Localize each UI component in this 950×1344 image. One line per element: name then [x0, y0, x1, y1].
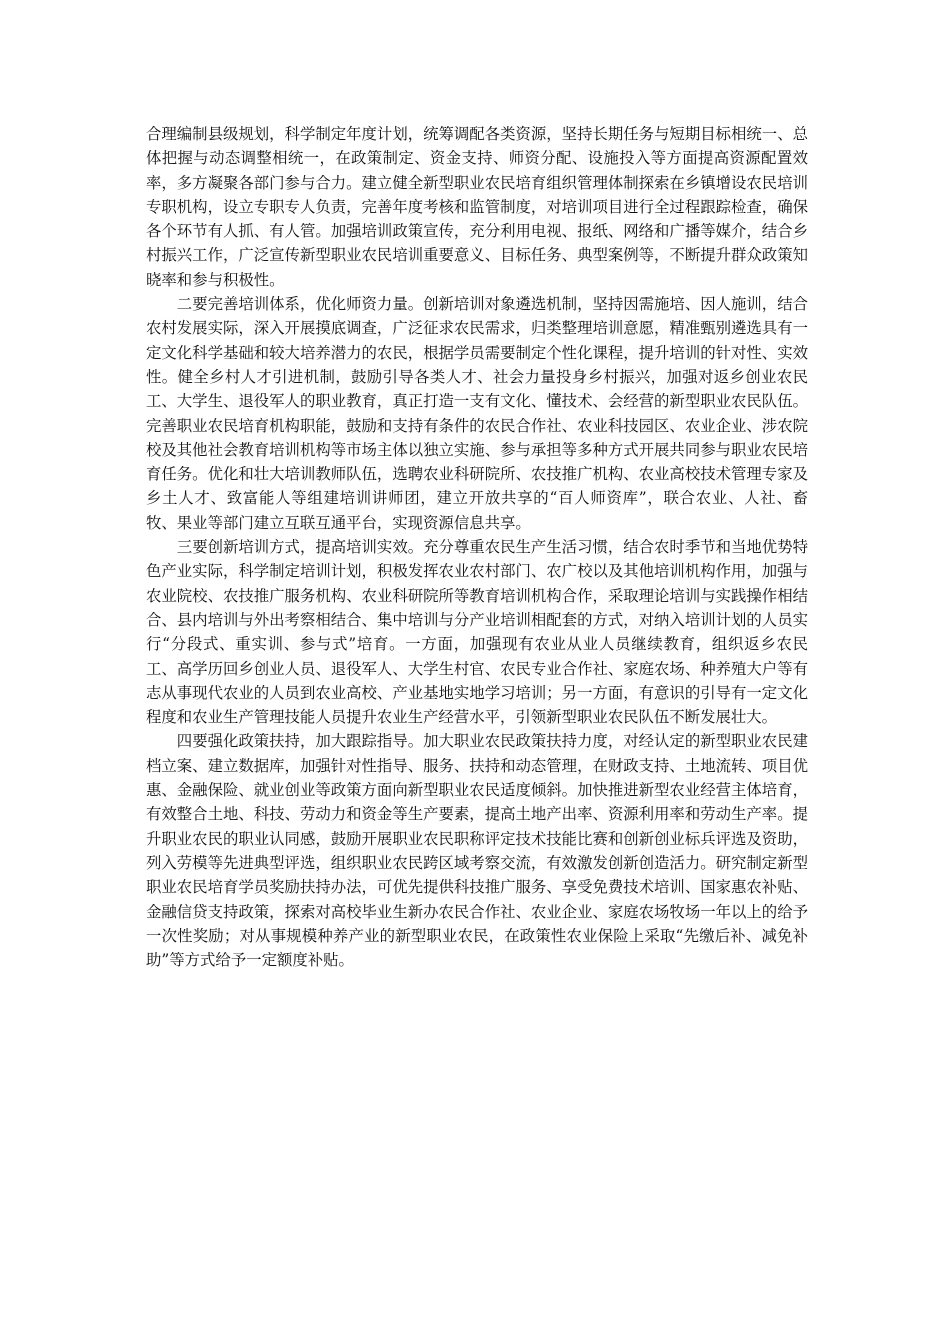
paragraph-planning: 合理编制县级规划，科学制定年度计划，统筹调配各类资源，坚持长期任务与短期目标相统一、总体把握与动态调整相统一，在政策制定、资金支持、师资分配、设施投入等方面提高资源配置效率，多方凝聚各部门参与合力。建立健全新型职业农民培育组织管理体制探索在乡镇增设农民培训专职机构，设立专职专人负责，完善年度考核和监管制度，对培训项目进行全过程跟踪检查，确保各个环节有人抓、有人管。加强培训政策宣传，充分利用电视、报纸、网络和广播等媒介，结合乡村振兴工作，广泛宣传新型职业农民培训重要意义、目标任务、典型案例等，不断提升群众政策知晓率和参与积极性。: [146, 125, 808, 289]
paragraph-policy-support: 四要强化政策扶持，加大跟踪指导。加大职业农民政策扶持力度，对经认定的新型职业农民建档立案、建立数据库，加强针对性指导、服务、扶持和动态管理，在财政支持、土地流转、项目优惠、金融保险、就业创业等政策方面向新型职业农民适度倾斜。加快推进新型农业经营主体培育，有效整合土地、科技、劳动力和资金等生产要素，提高土地产出率、资源利用率和劳动生产率。提升职业农民的职业认同感，鼓励开展职业农民职称评定技术技能比赛和创新创业标兵评选及资助，列入劳模等先进典型评选，组织职业农民跨区域考察交流，有效激发创新创造活力。研究制定新型职业农民培育学员奖励扶持办法，可优先提供科技推广服务、享受免费技术培训、国家惠农补贴、金融信贷支持政策，探索对高校毕业生新办农民合作社、农业企业、家庭农场牧场一年以上的给予一次性奖励；对从事规模种养产业的新型职业农民，在政策性农业保险上采取“先缴后补、减免补助”等方式给予一定额度补贴。: [146, 732, 808, 970]
paragraph-training-system: 二要完善培训体系，优化师资力量。创新培训对象遴选机制，坚持因需施培、因人施训，结合农村发展实际，深入开展摸底调查，广泛征求农民需求，归类整理培训意愿，精准甄别遴选具有一定文化科学基础和较大培养潜力的农民，根据学员需要制定个性化课程，提升培训的针对性、实效性。健全乡村人才引进机制，鼓励引导各类人才、社会力量投身乡村振兴，加强对返乡创业农民工、大学生、退役军人的职业教育，真正打造一支有文化、懂技术、会经营的新型职业农民队伍。完善职业农民培育机构职能，鼓励和支持有条件的农民合作社、农业科技园区、农业企业、涉农院校及其他社会教育培训机构等市场主体以独立实施、参与承担等多种方式开展共同参与职业农民培育任务。优化和壮大培训教师队伍，选聘农业科研院所、农技推广机构、农业高校技术管理专家及乡土人才、致富能人等组建培训讲师团，建立开放共享的“百人师资库”，联合农业、人社、畜牧、果业等部门建立互联互通平台，实现资源信息共享。: [146, 295, 808, 532]
paragraph-training-methods: 三要创新培训方式，提高培训实效。充分尊重农民生产生活习惯，结合农时季节和当地优势特色产业实际，科学制定培训计划，积极发挥农业农村部门、农广校以及其他培训机构作用，加强与农业院校、农技推广服务机构、农业科研院所等教育培训机构合作，采取理论培训与实践操作相结合、县内培训与外出考察相结合、集中培训与分产业培训相配套的方式，对纳入培训计划的人员实行“分段式、重实训、参与式”培育。一方面，加强现有农业从业人员继续教育，组织返乡农民工、高学历回乡创业人员、退役军人、大学生村官、农民专业合作社、家庭农场、种养殖大户等有志从事现代农业的人员到农业高校、产业基地实地学习培训；另一方面，有意识的引导有一定文化程度和农业生产管理技能人员提升农业生产经营水平，引领新型职业农民队伍不断发展壮大。: [146, 538, 808, 727]
document-body: [146, 122, 808, 972]
